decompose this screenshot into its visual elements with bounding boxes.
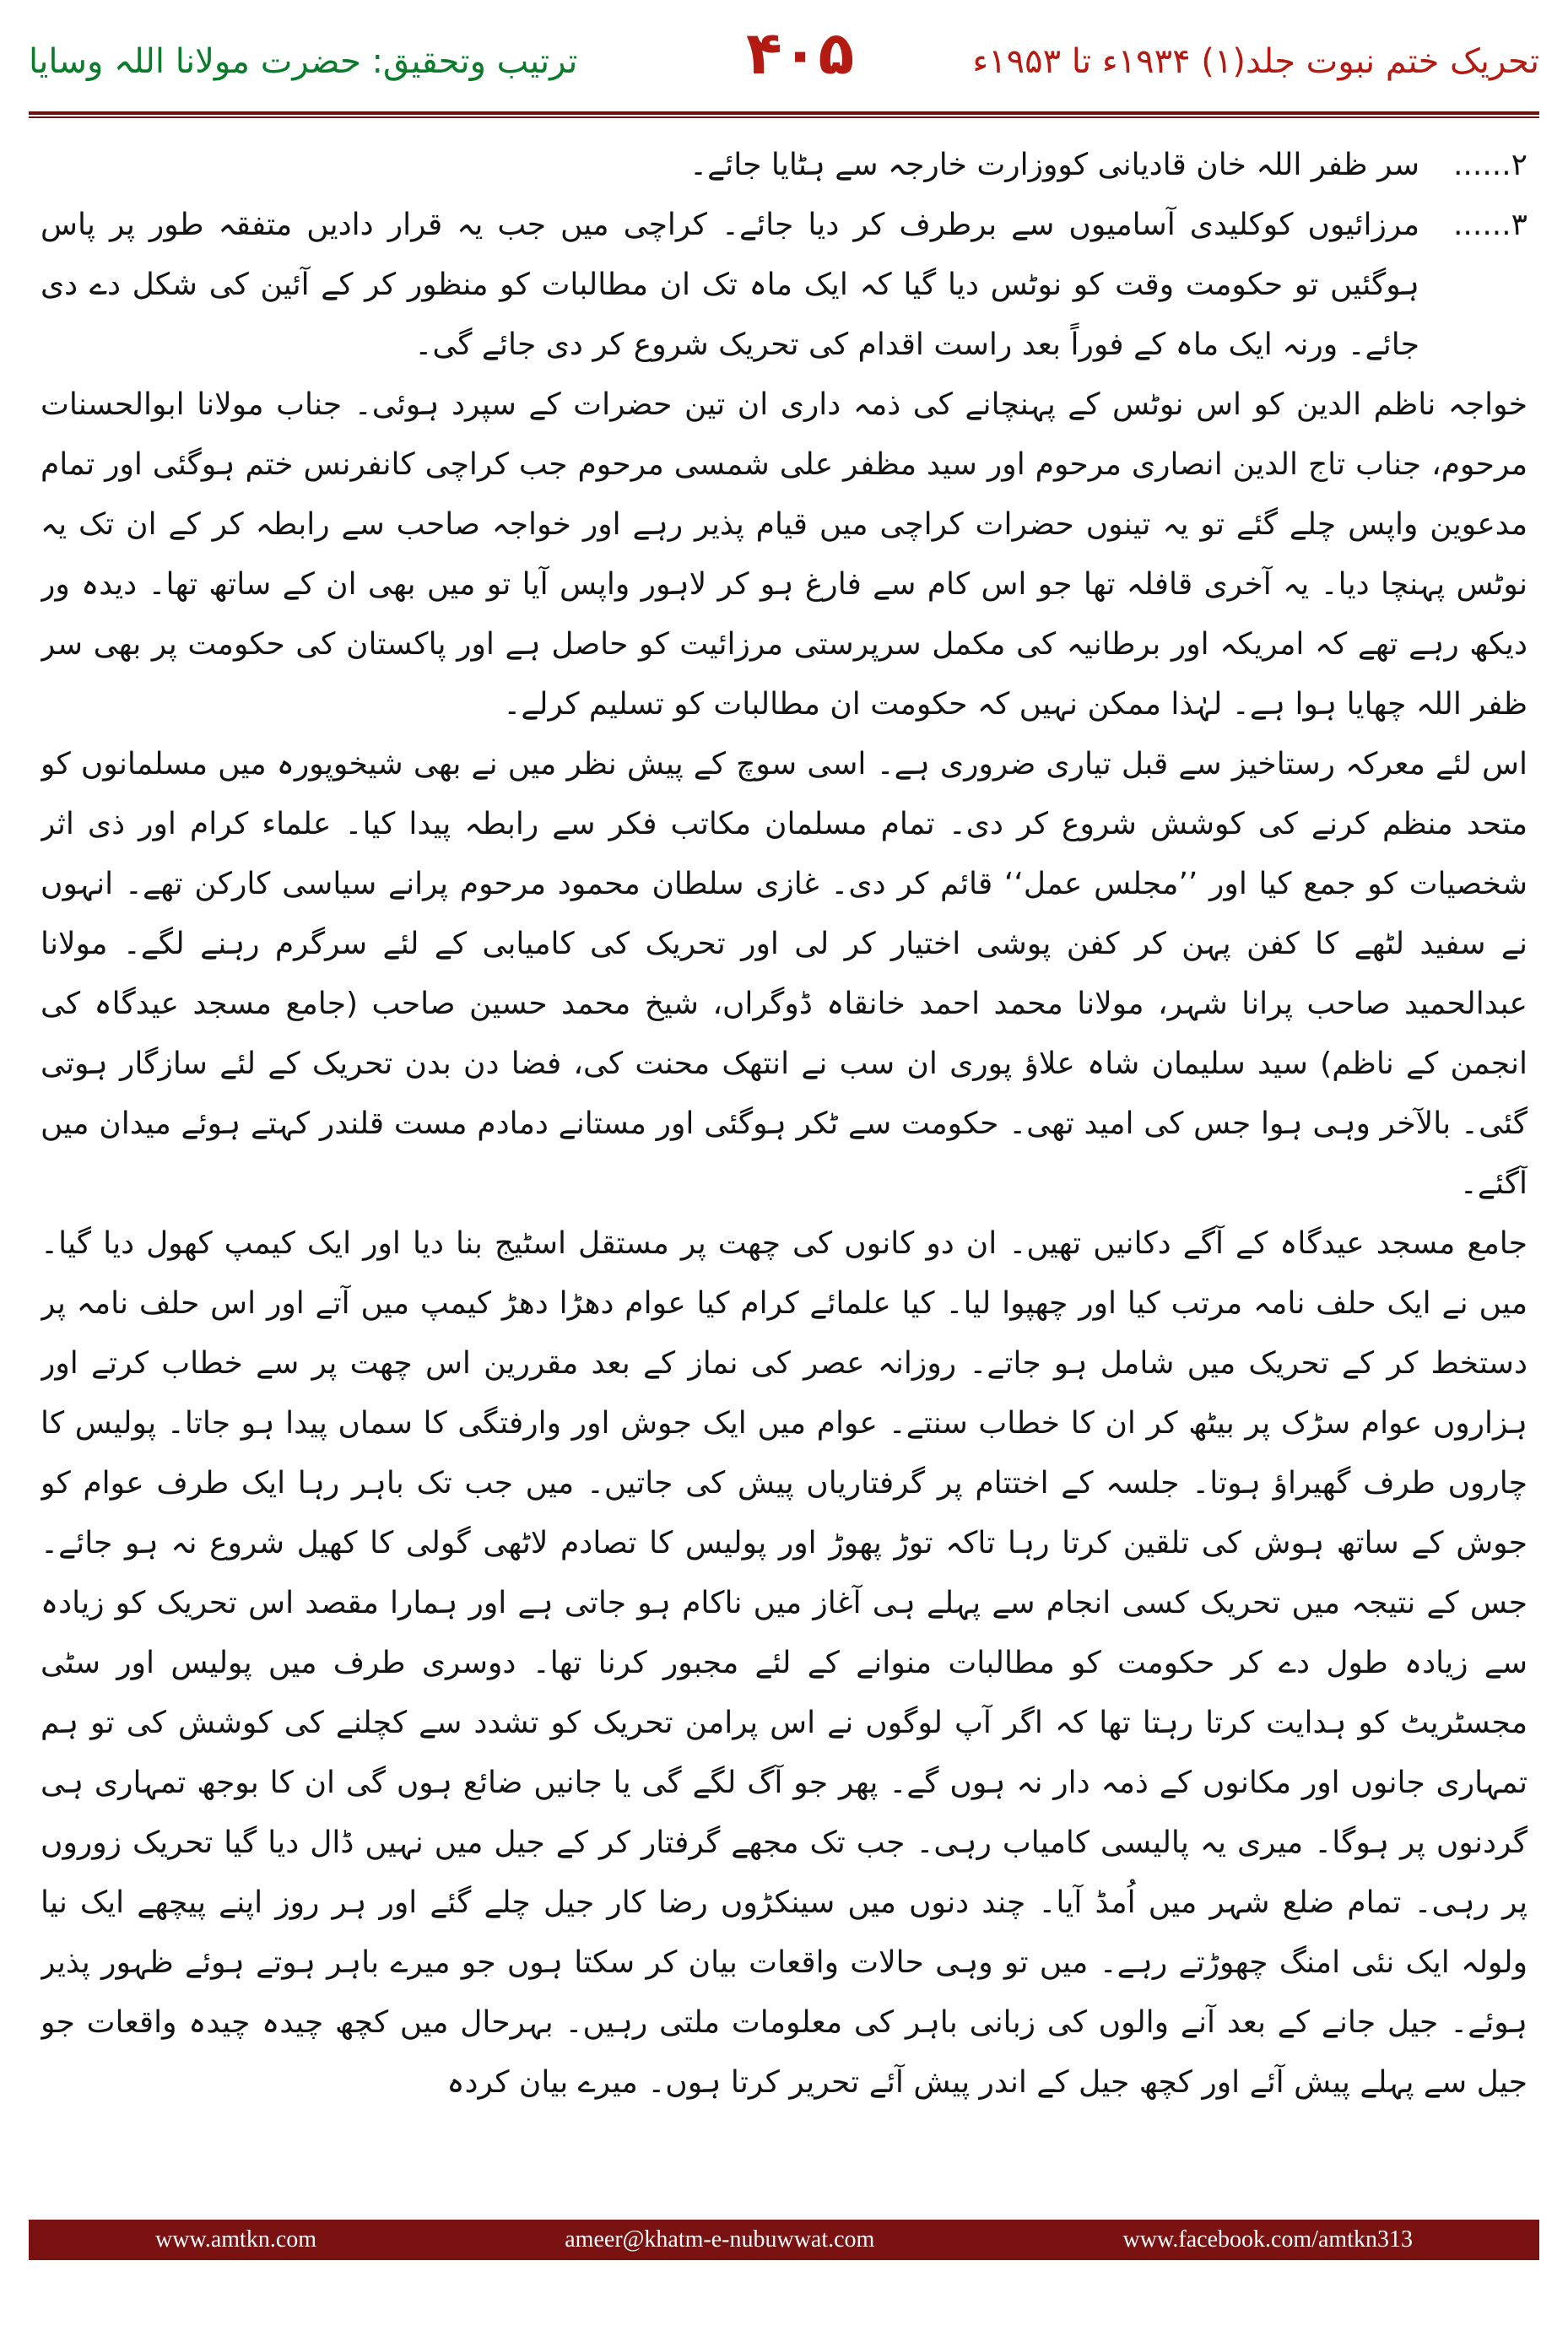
list-item	[41, 195, 1527, 375]
page-body	[41, 135, 1527, 2194]
header-divider	[29, 111, 1539, 115]
list-item	[41, 135, 1527, 195]
compiler-title: ترتیب وتحقیق: حضرت مولانا اللہ وسایا	[29, 42, 578, 81]
page-footer	[29, 2220, 1539, 2260]
list-item-number: ۳......	[1452, 208, 1527, 242]
book-title: تحریک ختم نبوت جلد(۱) ۱۹۳۴ء تا ۱۹۵۳ء	[972, 42, 1539, 81]
email-link[interactable]: ameer@khatm-e-nubuwwat.com	[565, 2226, 875, 2253]
page-header	[29, 19, 1539, 111]
list-item-text: مرزائیوں کوکلیدی آسامیوں سے برطرف کر دیا جائے۔ کراچی میں جب یہ قرار دادیں متفقہ طور پر پاس ہوگئیں تو حکومت وقت کو نوٹس دیا گیا کہ ایک ماہ تک ان مطالبات کو منظور کر کے آئین کی شکل دے دی جائے۔ ورنہ ایک ماہ کے فوراً بعد راست اقدام کی تحریک شروع کر دی جائے گی۔	[41, 208, 1419, 362]
page-number: ۴۰۵	[746, 19, 855, 88]
body-paragraph: جامع مسجد عیدگاہ کے آگے دکانیں تھیں۔ ان دو کانوں کی چھت پر مستقل اسٹیج بنا دیا اور ایک کیمپ کھول دیا گیا۔ میں نے ایک حلف نامہ مرتب کیا اور چھپوا لیا۔ کیا علمائے کرام کیا عوام دھڑا دھڑ کیمپ میں آتے اور اس حلف نامہ پر دستخط کر کے تحریک میں شامل ہو جاتے۔ روزانہ عصر کی نماز کے بعد مقررین اس چھت پر سے خطاب کرتے اور ہزاروں عوام سڑک پر بیٹھ کر ان کا خطاب سنتے۔ عوام میں ایک جوش اور وارفتگی کا سماں پیدا ہو جاتا۔ پولیس کا چاروں طرف گھیراؤ ہوتا۔ جلسہ کے اختتام پر گرفتاریاں پیش کی جاتیں۔ میں جب تک باہر رہا ایک طرف عوام کو جوش کے ساتھ ہوش کی تلقین کرتا رہا تاکہ توڑ پھوڑ اور پولیس کا تصادم لاٹھی گولی کا کھیل شروع نہ ہو جائے۔ جس کے نتیجہ میں تحریک کسی انجام سے پہلے ہی آغاز میں ناکام ہو جاتی ہے اور ہمارا مقصد اس تحریک کو زیادہ سے زیادہ طول دے کر حکومت کو مطالبات منوانے کے لئے مجبور کرنا تھا۔ دوسری طرف میں پولیس اور سٹی مجسٹریٹ کو ہدایت کرتا رہتا تھا کہ اگر آپ لوگوں نے اس پرامن تحریک کو تشدد سے کچلنے کی کوشش کی تو ہم تمہاری جانوں اور مکانوں کے ذمہ دار نہ ہوں گے۔ پھر جو آگ لگے گی یا جانیں ضائع ہوں گی ان کا بوجھ تمہاری ہی گردنوں پر ہوگا۔ میری یہ پالیسی کامیاب رہی۔ جب تک مجھے گرفتار کر کے جیل میں نہیں ڈال دیا گیا تحریک زوروں پر رہی۔ تمام ضلع شہر میں اُمڈ آیا۔ چند دنوں میں سینکڑوں رضا کار جیل چلے گئے اور ہر روز اپنے پیچھے ایک نیا ولولہ ایک نئی امنگ چھوڑتے رہے۔ میں تو وہی حالات واقعات بیان کر سکتا ہوں جو میرے باہر ہوتے ہوئے ظہور پذیر ہوئے۔ جیل جانے کے بعد آنے والوں کی زبانی باہر کی معلومات ملتی رہیں۔ بہرحال میں کچھ چیدہ چیدہ واقعات جو جیل سے پہلے پیش آئے اور کچھ جیل کے اندر پیش آئے تحریر کرتا ہوں۔ میرے بیان کردہ	[41, 1226, 1527, 2100]
list-item-text: سر ظفر اللہ خان قادیانی کووزارت خارجہ سے ہٹایا جائے۔	[689, 148, 1419, 182]
header-divider-thin	[29, 116, 1539, 118]
facebook-link[interactable]: www.facebook.com/amtkn313	[1122, 2226, 1413, 2253]
website-link[interactable]: www.amtkn.com	[155, 2226, 317, 2253]
list-item-number: ۲......	[1452, 148, 1527, 182]
body-paragraph: اس لئے معرکہ رستاخیز سے قبل تیاری ضروری ہے۔ اسی سوچ کے پیش نظر میں نے بھی شیخوپورہ میں مسلمانوں کو متحد منظم کرنے کی کوشش شروع کر دی۔ تمام مسلمان مکاتب فکر سے رابطہ پیدا کیا۔ علماء کرام اور ذی اثر شخصیات کو جمع کیا اور ’’مجلس عمل‘‘ قائم کر دی۔ غازی سلطان محمود مرحوم پرانے سیاسی کارکن تھے۔ انہوں نے سفید لٹھے کا کفن پہن کر کفن پوشی اختیار کر لی اور تحریک کی کامیابی کے لئے سرگرم رہنے لگے۔ مولانا عبدالحمید صاحب پرانا شہر، مولانا محمد احمد خانقاہ ڈوگراں، شیخ محمد حسین صاحب (جامع مسجد عیدگاہ کی انجمن کے ناظم) سید سلیمان شاہ علاؤ پوری ان سب نے انتھک محنت کی، فضا دن بدن تحریک کے لئے سازگار ہوتی گئی۔ بالآخر وہی ہوا جس کی امید تھی۔ حکومت سے ٹکر ہوگئی اور مستانے دمادم مست قلندر کہتے ہوئے میدان میں آگئے۔	[41, 747, 1527, 1201]
body-paragraph: خواجہ ناظم الدین کو اس نوٹس کے پہنچانے کی ذمہ داری ان تین حضرات کے سپرد ہوئی۔ جناب مولانا ابوالحسنات مرحوم، جناب تاج الدین انصاری مرحوم اور سید مظفر علی شمسی مرحوم جب کراچی کانفرنس ختم ہوگئی اور تمام مدعوین واپس چلے گئے تو یہ تینوں حضرات کراچی میں قیام پذیر رہے اور خواجہ صاحب سے رابطہ کر کے ان تک یہ نوٹس پہنچا دیا۔ یہ آخری قافلہ تھا جو اس کام سے فارغ ہو کر لاہور واپس آیا تو میں بھی ان کے ساتھ تھا۔ دیدہ ور دیکھ رہے تھے کہ امریکہ اور برطانیہ کی مکمل سرپرستی مرزائیت کو حاصل ہے اور پاکستان کی حکومت پر بھی سر ظفر اللہ چھایا ہوا ہے۔ لہٰذا ممکن نہیں کہ حکومت ان مطالبات کو تسلیم کرلے۔	[41, 387, 1527, 722]
